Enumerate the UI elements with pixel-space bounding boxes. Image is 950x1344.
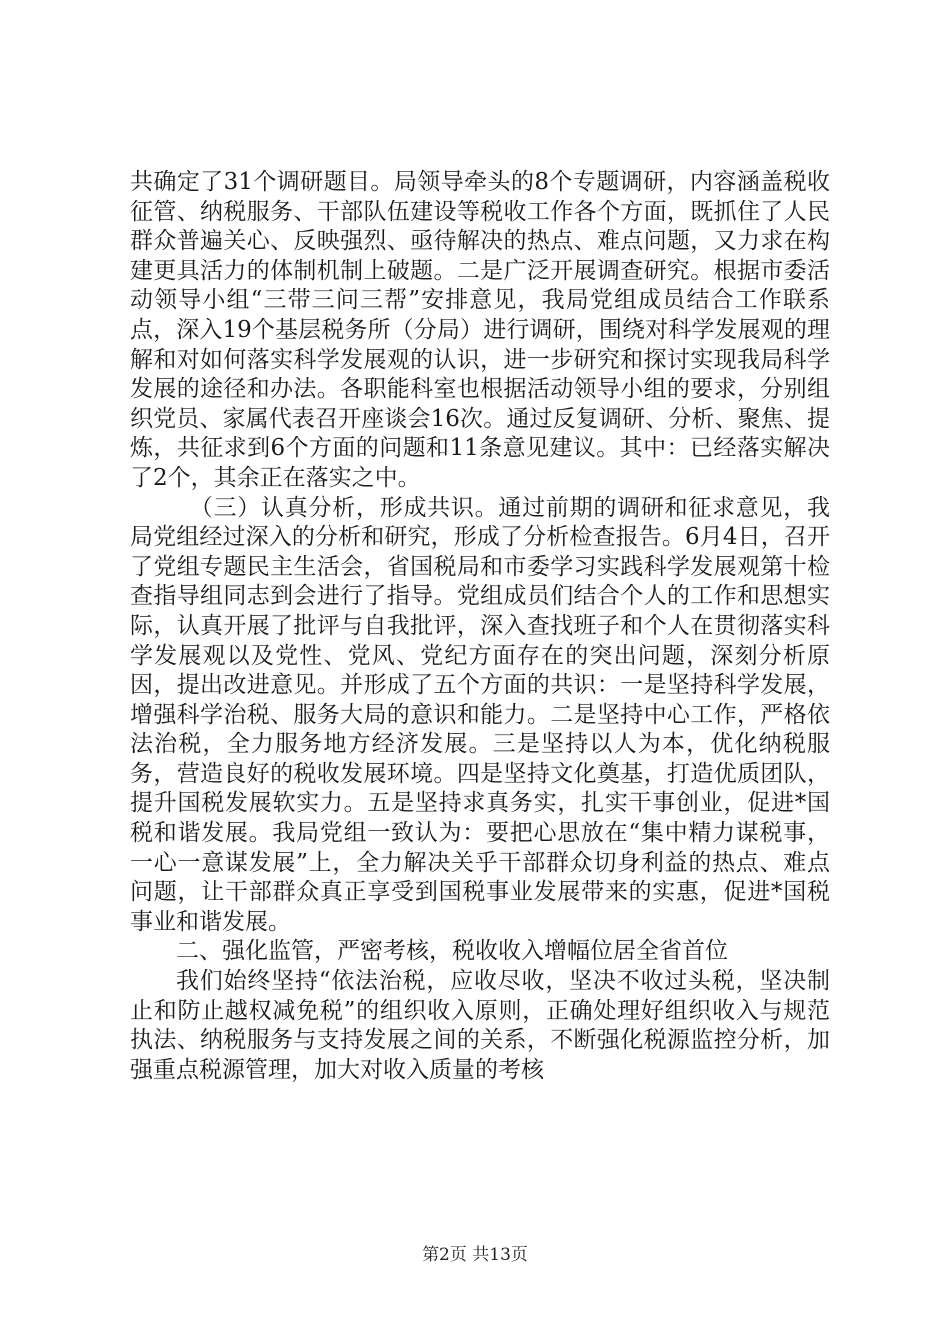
paragraph-revenue-principles: 我们始终坚持“依法治税，应收尽收，坚决不收过头税，坚决制止和防止越权减免税”的组织收入原则，正确处理好组织收入与规范执法、纳税服务与支持发展之间的关系，不断强化税源监控分析，加强重点税源管理，加大对收入质量的考核: [130, 968, 830, 1083]
paragraph-research-topics: 共确定了31个调研题目。局领导牵头的8个专题调研，内容涵盖税收征管、纳税服务、干部队伍建设等税收工作各个方面，既抓住了人民群众普遍关心、反映强烈、亟待解决的热点、难点问题，又力求在构建更具活力的体制机制上破题。二是广泛开展调查研究。根据市委活动领导小组“三带三问三帮”安排意见，我局党组成员结合工作联系点，深入19个基层税务所（分局）进行调研，围绕对科学发展观的理解和对如何落实科学发展观的认识，进一步研究和探讨实现我局科学发展的途径和办法。各职能科室也根据活动领导小组的要求，分别组织党员、家属代表召开座谈会16次。通过反复调研、分析、聚焦、提炼，共征求到6个方面的问题和11条意见建议。其中：已经落实解决了2个，其余正在落实之中。: [130, 169, 830, 491]
document-body: [130, 168, 830, 1085]
section-heading-supervision: 二、强化监管，严密考核，税收收入增幅位居全省首位: [176, 938, 728, 965]
paragraph-analysis-consensus: （三）认真分析，形成共识。通过前期的调研和征求意见，我局党组经过深入的分析和研究，形成了分析检查报告。6月4日，召开了党组专题民主生活会，省国税局和市委学习实践科学发展观第十检查指导组同志到会进行了指导。党组成员们结合个人的工作和思想实际，认真开展了批评与自我批评，深入查找班子和个人在贯彻落实科学发展观以及党性、党风、党纪方面存在的突出问题，深刻分析原因，提出改进意见。并形成了五个方面的共识：一是坚持科学发展，增强科学治税、服务大局的意识和能力。二是坚持中心工作，严格依法治税，全力服务地方经济发展。三是坚持以人为本，优化纳税服务，营造良好的税收发展环境。四是坚持文化奠基，打造优质团队，提升国税发展软实力。五是坚持求真务实，扎实干事创业，促进*国税和谐发展。我局党组一致认为：要把心思放在“集中精力谋税事，一心一意谋发展”上，全力解决关乎干部群众切身利益的热点、难点问题，让干部群众真正享受到国税事业发展带来的实惠，促进*国税事业和谐发展。: [130, 494, 830, 935]
page-number-footer: 第2页 共13页: [422, 1245, 528, 1265]
